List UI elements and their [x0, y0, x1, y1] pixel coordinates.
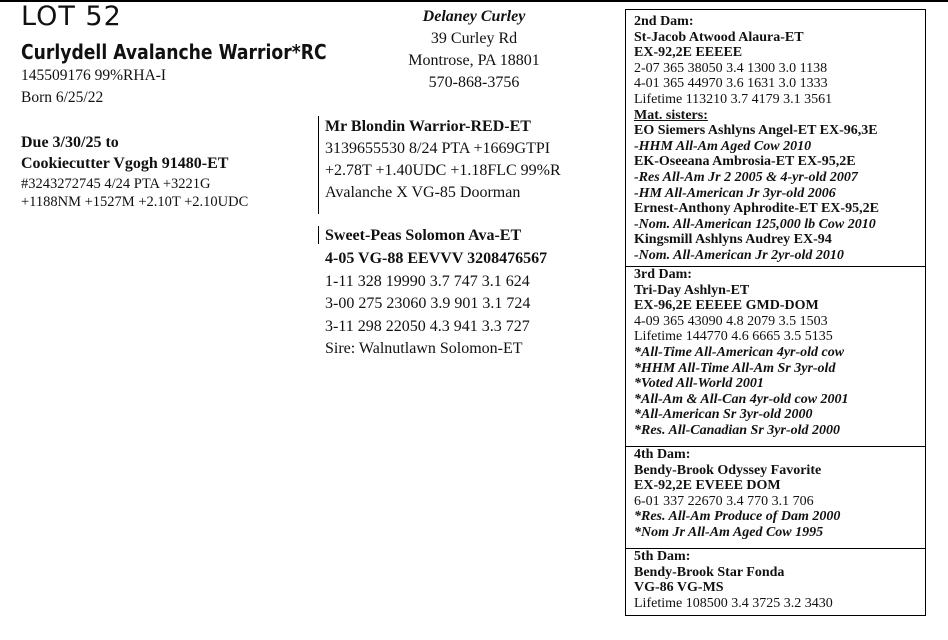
maternal-sister-name: Kingsmill Ashlyns Audrey EX-94: [634, 232, 832, 248]
owner-name: Delaney Curley: [422, 8, 526, 25]
animal-name: Curlydell Avalanche Warrior*RC: [21, 40, 327, 64]
fifth-dam-record: Lifetime 108500 3.4 3725 3.2 3430: [634, 595, 833, 611]
maternal-sister-honor: -Nom. All-American Jr 2yr-old 2010: [634, 247, 844, 263]
registration-line: 145509176 99%RHA-I: [21, 67, 167, 84]
sire-traits: +2.78T +1.40UDC +1.18FLC 99%R: [325, 162, 561, 179]
owner-block: [326, 6, 622, 94]
dam-score: 4-05 VG-88 EEVVV 3208476567: [325, 250, 548, 267]
fifth-dam-section: [634, 549, 925, 611]
service-sire: Cookiecutter Vgogh 91480-ET: [21, 155, 229, 172]
top-rule: [0, 0, 948, 2]
sire-name: Mr Blondin Warrior-RED-ET: [325, 118, 531, 135]
maternal-sister-honor: -HM All-American Jr 3yr-old 2006: [634, 185, 836, 201]
lot-number: LOT 52: [21, 1, 122, 32]
owner-phone: 570-868-3756: [428, 74, 520, 91]
maternal-sister-honor: -Res All-Am Jr 2 2005 & 4-yr-old 2007: [634, 169, 858, 185]
second-dam-record: 4-01 365 44970 3.6 1631 3.0 1333: [634, 76, 828, 92]
third-dam-score: EX-96,2E EEEEE GMD-DOM: [634, 298, 819, 314]
due-date: Due 3/30/25 to: [21, 134, 119, 151]
dam-record: 3-11 298 22050 4.3 941 3.3 727: [325, 317, 530, 335]
fourth-dam-honor: *Res. All-Am Produce of Dam 2000: [634, 509, 841, 525]
third-dam-honor: *All-American Sr 3yr-old 2000: [634, 407, 813, 423]
dam-block: [325, 248, 547, 361]
third-dam-honor: *Voted All-World 2001: [634, 376, 764, 392]
third-dam-section: [634, 267, 925, 439]
third-dam-honor: *All-Am & All-Can 4yr-old cow 2001: [634, 391, 849, 407]
sire-pta: 3139655530 8/24 PTA +1669GTPI: [325, 140, 551, 157]
maternal-sister-name: EO Siemers Ashlyns Angel-ET EX-96,3E: [634, 123, 878, 139]
dam-record: 1-11 328 19990 3.7 747 3.1 624: [325, 272, 530, 290]
second-dam-name: St-Jacob Atwood Alaura-ET: [634, 29, 804, 45]
third-dam-record: 4-09 365 43090 4.8 2079 3.5 1503: [634, 313, 828, 329]
third-dam-honor: *Res. All-Canadian Sr 3yr-old 2000: [634, 422, 841, 438]
maternal-sister-honor: -HHM All-Am Aged Cow 2010: [634, 138, 812, 154]
birth-date: Born 6/25/22: [21, 89, 104, 106]
maternal-sister-honor: -Nom. All-American 125,000 lb Cow 2010: [634, 216, 876, 232]
owner-city: Montrose, PA 18801: [408, 52, 540, 69]
maternal-sister-name: Ernest-Anthony Aphrodite-ET EX-95,2E: [634, 201, 879, 217]
owner-address: 39 Curley Rd: [430, 30, 518, 47]
fourth-dam-honor: *Nom Jr All-Am Aged Cow 1995: [634, 524, 824, 540]
fourth-dam-record: 6-01 337 22670 3.4 770 3.1 706: [634, 493, 814, 509]
third-dam-record: Lifetime 144770 4.6 6665 3.5 5135: [634, 329, 833, 345]
third-dam-heading: 3rd Dam:: [634, 267, 692, 282]
sire-block: [318, 116, 561, 214]
second-dam-score: EX-92,2E EEEEE: [634, 45, 743, 61]
fifth-dam-heading: 5th Dam:: [634, 549, 691, 564]
fourth-dam-score: EX-92,2E EVEEE DOM: [634, 478, 781, 494]
third-dam-honor: *HHM All-Time All-Am Sr 3yr-old: [634, 360, 836, 376]
dam-record: 3-00 275 23060 3.9 901 3.1 724: [325, 295, 531, 312]
second-dam-heading: 2nd Dam:: [634, 14, 694, 29]
service-sire-traits: +1188NM +1527M +2.10T +2.10UDC: [21, 194, 249, 210]
dam-sire: Sire: Walnutlawn Solomon-ET: [325, 340, 523, 357]
dam-name-block: [318, 226, 521, 244]
sire-pedigree: Avalanche X VG-85 Doorman: [325, 184, 521, 201]
service-sire-pta: #3243272745 4/24 PTA +3221G: [21, 176, 211, 192]
fourth-dam-section: [634, 447, 925, 541]
maternal-sister-name: EK-Oseeana Ambrosia-ET EX-95,2E: [634, 154, 856, 170]
third-dam-honor: *All-Time All-American 4yr-old cow: [634, 344, 845, 360]
second-dam-record: 2-07 365 38050 3.4 1300 3.0 1138: [634, 60, 828, 76]
second-dam-section: [634, 14, 925, 264]
fourth-dam-name: Bendy-Brook Odyssey Favorite: [634, 462, 822, 478]
maternal-sisters-heading: Mat. sisters:: [634, 107, 708, 123]
third-dam-name: Tri-Day Ashlyn-ET: [634, 282, 750, 298]
second-dam-record: Lifetime 113210 3.7 4179 3.1 3561: [634, 91, 833, 107]
fourth-dam-heading: 4th Dam:: [634, 447, 691, 462]
fifth-dam-score: VG-86 VG-MS: [634, 580, 724, 596]
dam-name: Sweet-Peas Solomon Ava-ET: [325, 227, 522, 244]
fifth-dam-name: Bendy-Brook Star Fonda: [634, 564, 785, 580]
pedigree-box: [625, 9, 926, 616]
